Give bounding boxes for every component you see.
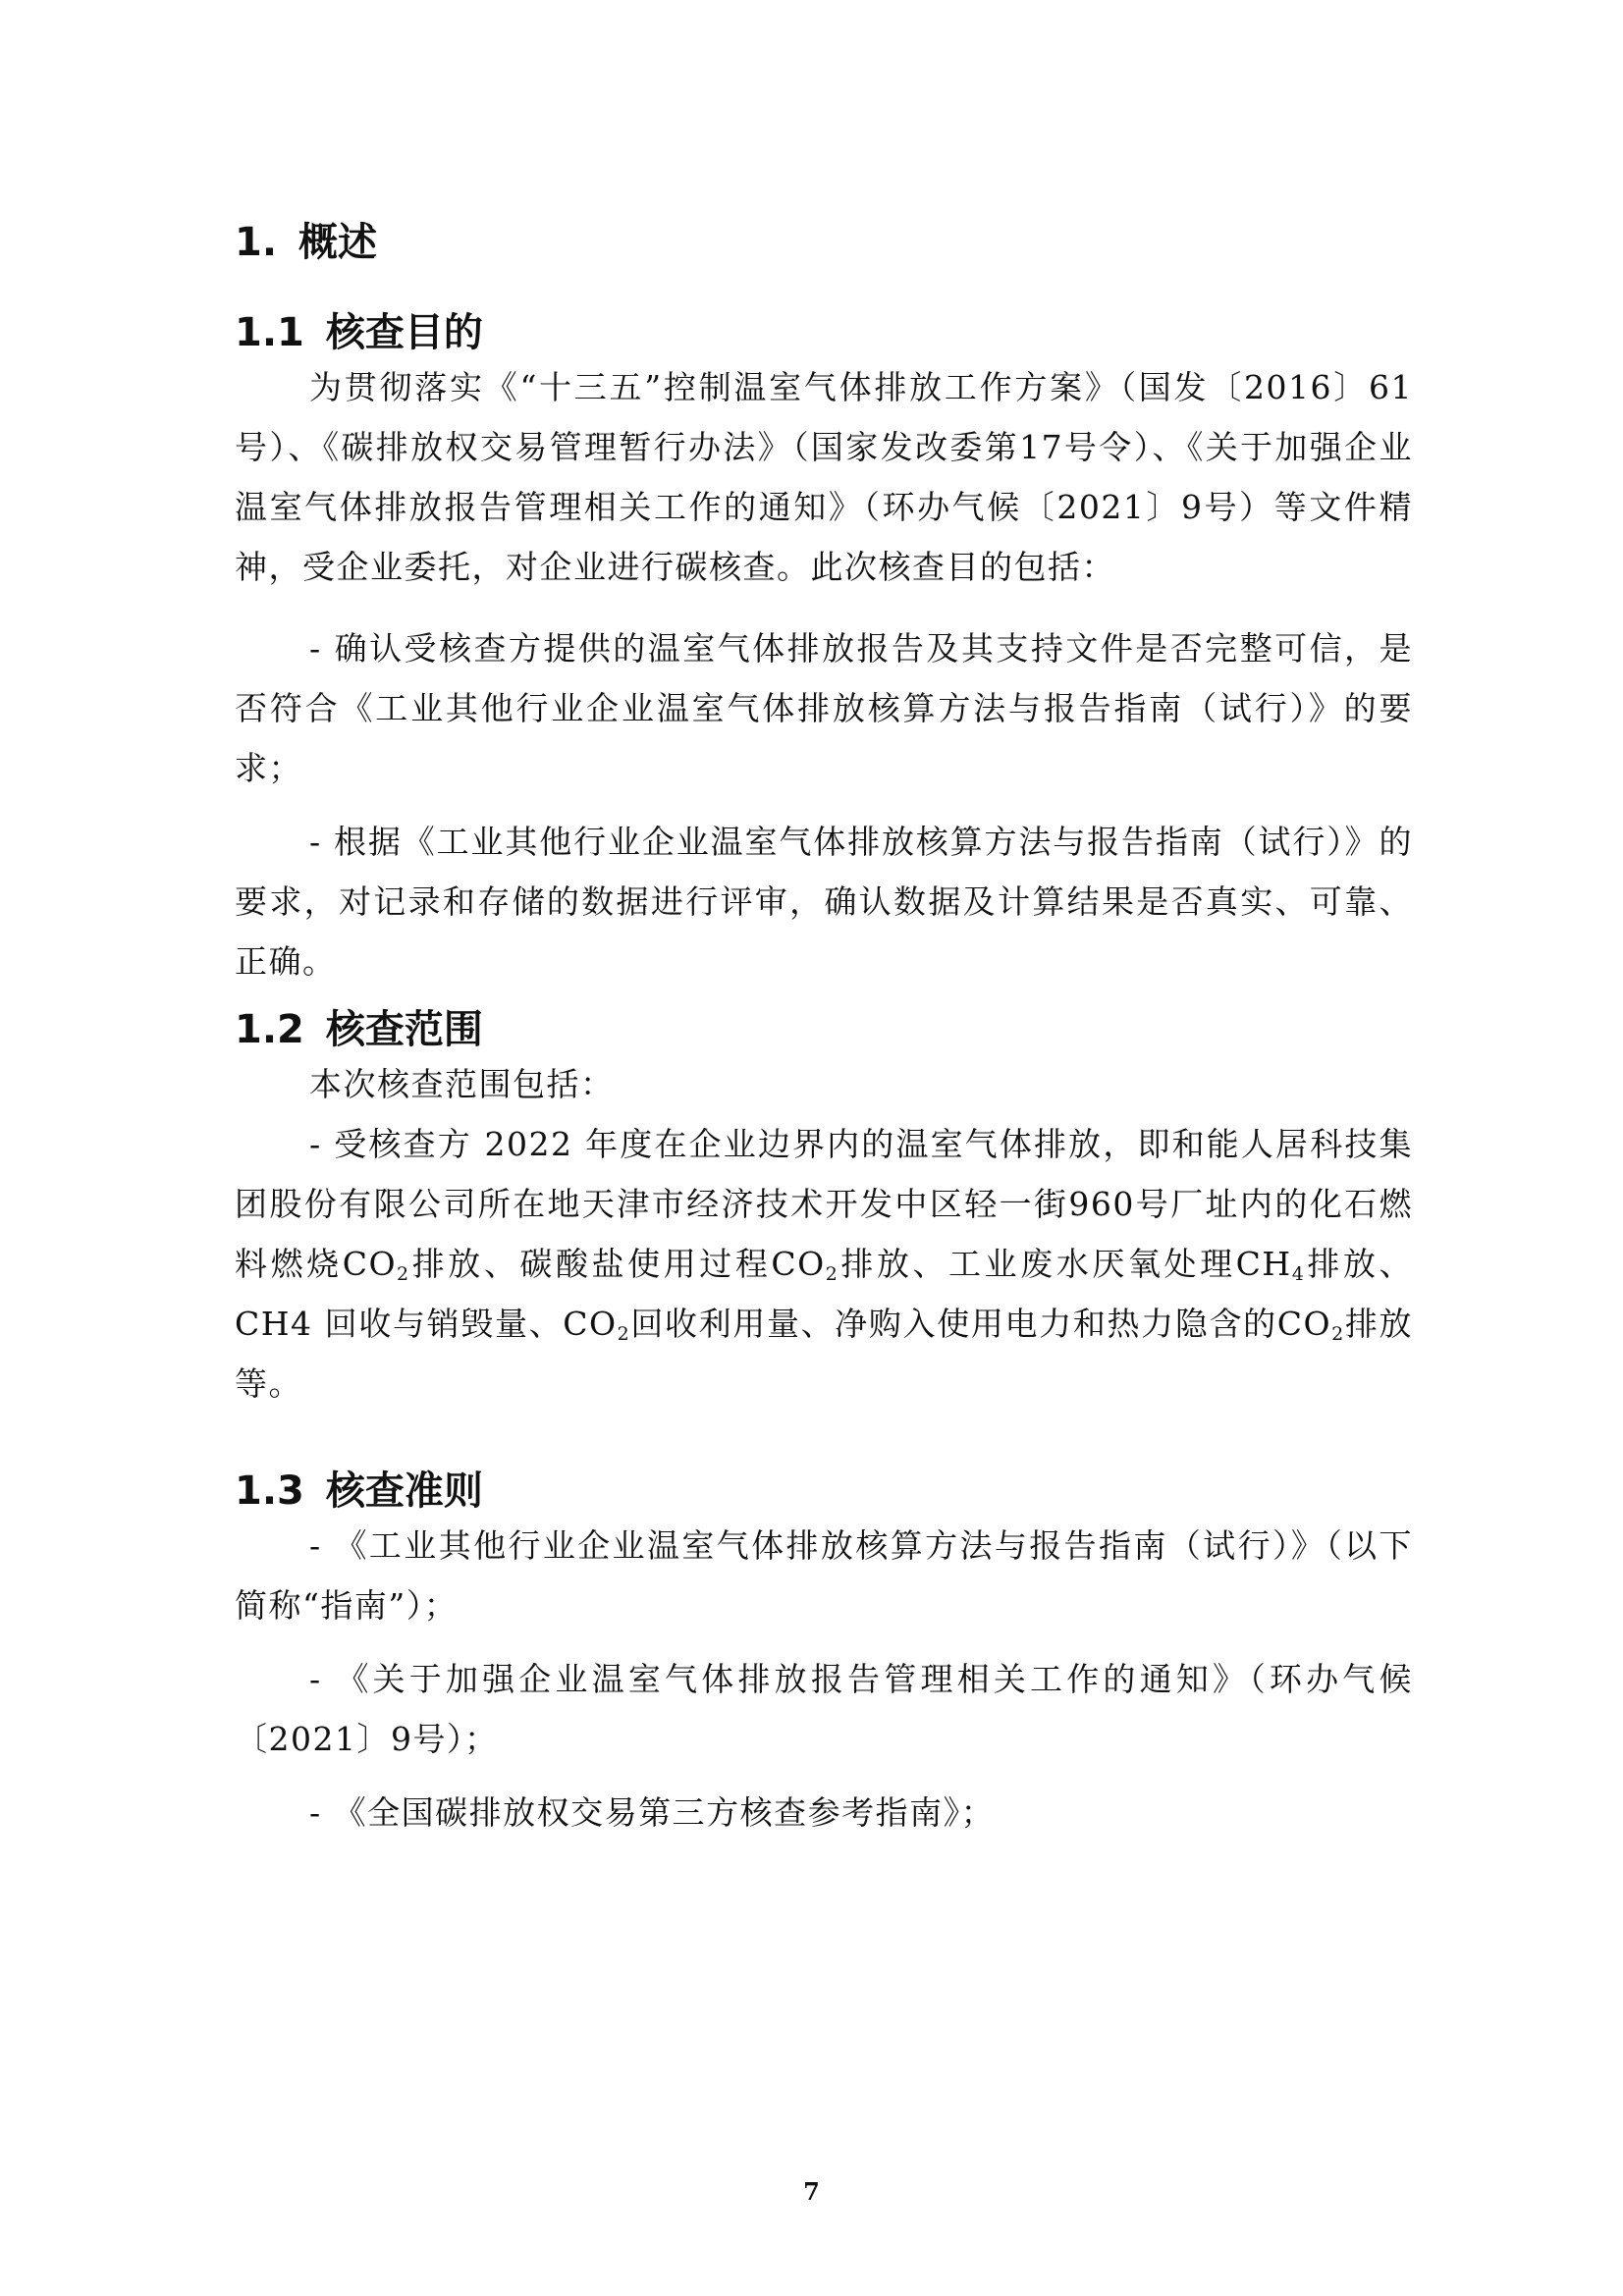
section-heading-1-2 <box>235 1005 1413 1054</box>
scope-intro: 本次核查范围包括： <box>309 1065 615 1103</box>
section-heading-1-3 <box>235 1467 1413 1516</box>
page-number: 7 <box>803 2177 820 2206</box>
criteria-item-2: - 《关于加强企业温室气体排放报告管理相关工作的通知》（环办气候〔2021〕9号）； <box>235 1660 1413 1758</box>
section-number: 1.2 <box>235 1007 304 1052</box>
chapter-title: 概述 <box>298 220 378 265</box>
page-content <box>235 218 1413 1842</box>
scope-bullet: - 受核查方 2022 年度在企业边界内的温室气体排放，即和能人居科技集团股份有限公司所在地天津市经济技术开发中区轻一街960号厂址内的化石燃料燃烧$CO_2$排放、碳酸盐使用过程$CO_2$排放、工业废水厌氧处理$CH_4$排放、CH4 回收与销毁量、$CO_2$回收利用量、净购入使用电力和热力隐含的$CO_2$排放等。 <box>235 1125 1414 1403</box>
chapter-heading <box>235 218 1413 267</box>
section-number: 1.3 <box>235 1468 304 1514</box>
criteria-item-3: - 《全国碳排放权交易第三方核查参考指南》； <box>309 1793 996 1832</box>
purpose-bullet-1: - 确认受核查方提供的温室气体排放报告及其支持文件是否完整可信，是否符合《工业其他行业企业温室气体排放核算方法与报告指南（试行）》的要求； <box>235 629 1413 787</box>
section-title: 核查目的 <box>325 310 483 355</box>
chapter-number: 1. <box>235 220 278 265</box>
criteria-item-1: - 《工业其他行业企业温室气体排放核算方法与报告指南（试行）》（以下简称“指南”）； <box>235 1526 1413 1625</box>
section-title: 核查范围 <box>325 1007 483 1052</box>
section-title: 核查准则 <box>325 1468 483 1514</box>
purpose-bullet-2: - 根据《工业其他行业企业温室气体排放核算方法与报告指南（试行）》的要求，对记录和存储的数据进行评审，确认数据及计算结果是否真实、可靠、正确。 <box>235 823 1413 981</box>
section-heading-1-1 <box>235 308 1413 357</box>
section-number: 1.1 <box>235 310 304 355</box>
purpose-paragraph: 为贯彻落实《“十三五”控制温室气体排放工作方案》（国发〔2016〕61号）、《碳排放权交易管理暂行办法》（国家发改委第17号令）、《关于加强企业温室气体排放报告管理相关工作的通知》（环办气候〔2021〕9号）等文件精神，受企业委托，对企业进行碳核查。此次核查目的包括： <box>235 368 1413 586</box>
